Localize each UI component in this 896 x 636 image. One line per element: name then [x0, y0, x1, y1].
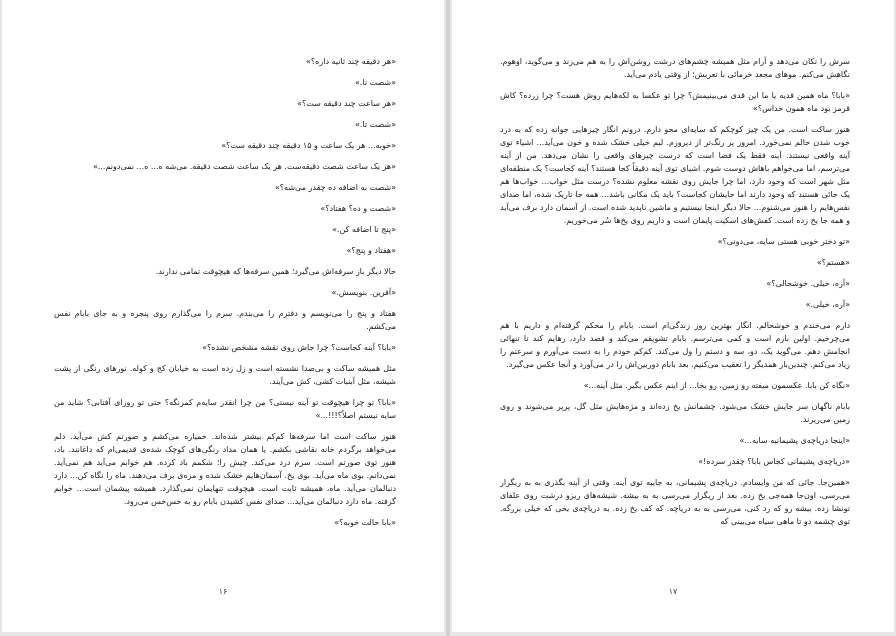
paragraph: «آره، خیلی. خوشحالی؟»: [766, 279, 850, 288]
paragraph: «هفتاد و پنج؟»: [346, 246, 396, 255]
paragraph: حالا دیگر باز سرفه‌اش می‌گیرد؛ همین سرفه‌ها که هیچوقت تمامی ندارند.: [155, 267, 396, 276]
paragraph: «هستم؟»: [816, 258, 850, 267]
paragraph: «هر دقیقه چند ثانیه داره؟»: [306, 57, 396, 66]
paragraph: «هر ساعت چند دقیقه ست؟»: [297, 99, 396, 108]
paragraph: هنوز ساکت است اما سرفه‌ها کم‌کم بیشتر شده‌اند. خمیازه می‌کشم و صورتم کش می‌آید. دلم می‌خواهد برگردم خانه نقاشی بکشم. یا همان مداد رنگی‌های کوچک شده‌ی قدیمی‌ام که داغانند. باد، هنوز توی صورتم است. سرم درد می‌کند. چیش را؛ شکمم باد کرده. هم خوابم می‌آید هم نمی‌آید. نمی‌دانم. بوی ماه می‌آید. بوی یخ. آسمان‌هایم خشک شده و مزه‌ی برف می‌دهند. ماه را نگاه کن... دارد دنبالمان می‌آید. ماه، همیشه ثابت است. هیچوقت تنهایمان نمی‌گذارد. همیشه پیشمان است... خوابم گرفته. ماه دارد دنبالمان می‌آید... صدای نفس کشیدن بابام رو به خس‌خس می‌رود.: [54, 432, 396, 506]
paragraph: «شصت تا.»: [354, 78, 396, 87]
paragraph: «نگاه کن بابا. عکسمون میفته رو زمین، رو یخا... از اینم عکس بگیر. مثل آینه...»: [583, 381, 850, 390]
paragraph: دارم می‌خندم و خوشحالم. انگار بهترین روز زندگی‌ام است. بابام را محکم گرفته‌ام و داریم با هم می‌چرخیم. اولین بارم است و کمی می‌ترسم. بابام تشویقم می‌کند و قصد دارد، رهایم کند تا تنهائی انجامش دهم. می‌گوید یک، دو، سه و دستم را ول می‌کند. کم‌کم خودم را به دست می‌آورم و سرعتم را زیاد می‌کنم. چندین‌بار همدیگر را تعقیب می‌کنیم. بعد بابام دوربین‌اش را در می‌آورد و آنجا عکس می‌گیرد.: [500, 321, 850, 369]
paragraph: «اینجا دریاچه‌ی پشیمانیه سایه...»: [739, 436, 850, 445]
paragraph: «همین‌جا. جائی که من وایسادم. دریاچه‌ی پشیمانی، به جاییه توی آینه. وقتی از آینه بگذری به به ریگزار می‌رسی، اون‌جا همه‌جی یخ زده. بعد از ریگزار می‌رسی به به بیشه. شیشه‌های ریزو درشت روی علفای تونشا زده. بیشه رو که رد کنی، می‌رسی به به دریاچه. که کف یخ زده. یه دریاچه‌ی یخی که خیلی بزرگه. توی چشمه دو تا ماهی سیاه می‌بینی که: [500, 478, 850, 526]
paragraph: هنوز ساکت است. من یک چیز کوچکم که سایه‌ای محو دارم. درونم انگار چیزهایی جوانه زده که به درد خوب شدن حالم نمی‌خورد. امروز پر رنگ‌تر از دیروزم. لبم خیلی خشک شده و خون می‌آید... اشیاء توی آینه واقعی نیستند. آینه فقط یک فضا است که درست چیزهای واقعی را نشان می‌دهد. من از آینه می‌ترسم، اما می‌خواهم باهاش دوست شوم. اشیای توی آینه دقیقاً کجا هستند؟ آینه کجاست؟ یک منطقه‌ای مثل شهر است که وجود دارد، اما چرا جایش روی نقشه معلوم نشده؟ درست مثل خواب... خواب‌ها هم یک جائی هستند که وجود دارند اما جایشان کجاست؟ باید یک مکانی باشد... همه جا تاریک شده، اما صدای نفس‌هایم را هنوز می‌شنوم... حالا دیگر اینجا نیستیم و ماشین ناپدید شده است. از آسمان دارد برف می‌آید و همه جا یخ زده است. کفش‌های اسکیت پایمان است و داریم روی یخ‌ها سُر می‌خوریم.: [500, 125, 850, 225]
paragraph: «دریاچه‌ی پشیمانی کجاس بابا؟ چقدر سرده!»: [698, 457, 850, 466]
paragraph: سرش را تکان می‌دهد و آرام مثل همیشه چشم‌های درشت روشن‌اش را به هم می‌زند و می‌گوید، اوهوم. نگاهش می‌کنم. موهای مجعد خرمائی با تعریش؛ از وقتی یادم می‌آید.: [500, 57, 850, 79]
paragraph: «بابا؟ آینه کجاست؟ چرا جاش روی نقشه مشخص نشده؟»: [202, 343, 396, 352]
paragraph: «پنج تا اضافه کن.»: [332, 225, 396, 234]
paragraph: «بابا؟ تو چرا هیچوقت تو آینه نیستی؟ من چرا انقدر سایه‌م کمرنگه؟ حتی تو روزای آفتابی؟ شاید من سایه نیستم اصلاً؟!!!...»: [54, 398, 396, 420]
right-page-number: ۱۷: [668, 587, 678, 596]
paragraph: «تو دختر خوبی هستی سایه، می‌دونی؟»: [717, 237, 850, 246]
paragraph: «خوبه... هر یک ساعت و ۱۵ دقیقه چند دقیقه ست؟»: [221, 141, 396, 150]
paragraph: «بابا حالت خوبه؟»: [334, 518, 396, 527]
left-page-number: ۱۶: [218, 587, 228, 596]
paragraph: «شصت تا.»: [354, 120, 396, 129]
right-page-text: [500, 55, 850, 536]
paragraph: «شصت به اضافه ده چقدر می‌شه؟»: [274, 183, 396, 192]
left-page: [2, 0, 444, 632]
right-page: [452, 0, 894, 632]
paragraph: «آفرین. بنویسش.»: [331, 288, 396, 297]
book-gutter: [446, 0, 450, 636]
paragraph: «بابا؟ ماه همین قدیه یا ما این قدی می‌بینیمش؟ چرا تو عکسا به لکه‌هایم روش هست؟ چرا زرده؟ کاش قرمز بود ماه همون خداس؟»: [500, 91, 850, 113]
paragraph: «آره، خیلی.»: [805, 300, 850, 309]
paragraph: «شصت و ده؟ هفتاد؟»: [320, 204, 396, 213]
paragraph: «هر یک ساعت شصت دقیقه‌ست. هر یک ساعت شصت دقیقه. می‌شه ه... ه... نمی‌دونم...»: [92, 162, 396, 171]
paragraph: هفتاد و پنج را می‌نویسم و دفترم را می‌بندم. سرم را می‌گذارم روی پنجره و به جای بابام نفس می‌کشم.: [54, 309, 396, 331]
left-page-text: [54, 55, 396, 537]
paragraph: بابام ناگهان سر جایش خشک می‌شود. چشمانش یخ زده‌اند و مژه‌هایش مثل گل، پرپر می‌شوند و روی زمین می‌ریزند.: [500, 402, 850, 424]
paragraph: مثل همیشه ساکت و بی‌صدا نشسته است و زل زده است به خیابان کج و کوله. نورهای رنگی از پشت شیشه، مثل آبنبات کشی، کش می‌آیند.: [54, 364, 396, 386]
